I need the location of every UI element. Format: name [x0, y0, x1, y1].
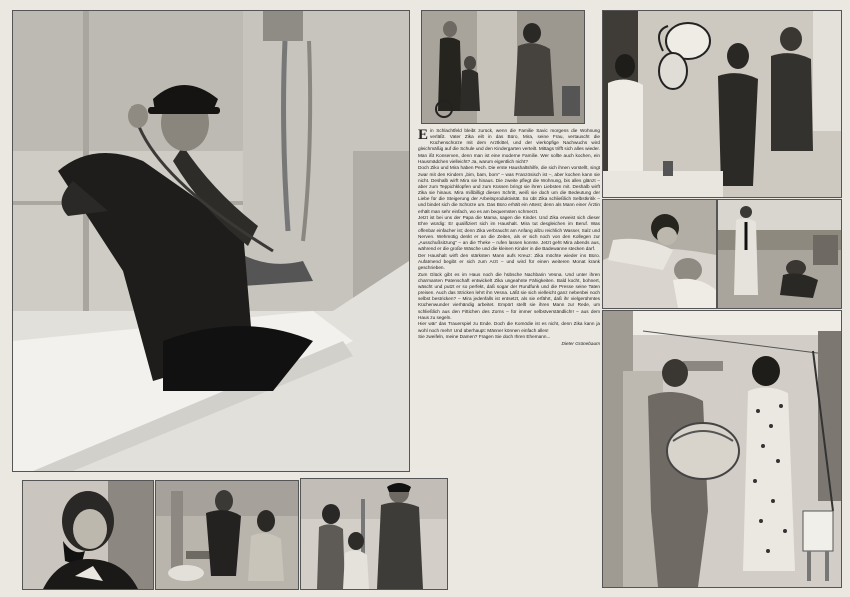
article-paragraph-1: Ein Schlachtfeld bleibt zurück, wenn die Familie Savic morgens die Wohnung verläßt. Vater Zika eilt in das Büro, Mira, seine Frau, vertauscht die Küchenschürze mit dem Arztkittel, und der vierköpfige Nachwuchs wird gleichmäßig auf die Schule und den Kindergarten verteilt. Mittags trifft sich alles wieder. Man ißt Konserven, denn man ist eine moderne Familie. Wer sollte auch kochen, ein Hausmädchen vielleicht? Ja, warum eigentlich nicht?	[418, 128, 600, 164]
photo-woman-telephone	[22, 480, 154, 590]
photo-kitchen-argument	[602, 10, 842, 198]
photo-couple-lying	[602, 199, 717, 309]
article-paragraph-5: Zum Glück gibt es im Haus noch die hübsche Nachbarin Vesna. Und unter ihren charmanten Patenschaft entwickelt Zika ungeahnte Fähigkeiten. Bald kocht, bohnert, wäscht und putzt er so perfekt, daß sogar der Rundfunk und die Presse seine Taten preisen. Auch das Stricken lehrt ihn Vesna. Läßt sie sich vielleicht ganz nebenbei noch selbst bestricken? – Mira jedenfalls ist entsetzt, als sie erfährt, daß ihr vielgerühmtes Küchenwunder vierhändig arbeitet. Empört stellt sie ihren Mann zur Rede, um schließlich aus den Fittichen des Zorns – für immer selbstverständlich!! – aus dem Haus zu segeln.	[418, 271, 600, 320]
photo-outdoor-field	[717, 199, 842, 309]
article-author: Dieter Grünebaum	[561, 340, 600, 346]
photo-laundry-balcony	[602, 310, 842, 588]
article-paragraph-6: Hier wär' das Trauerspiel zu Ende. Doch die Komödie ist es nicht, denn Zika kann ja wohl noch mehr! Und überhaupt: Männer können einfach alles!	[418, 321, 600, 333]
photo-man-in-bathtub	[12, 10, 410, 472]
photo-family-doorway	[421, 10, 585, 124]
photo-dinner-scene	[155, 480, 299, 590]
article-paragraph-3: Jetzt ist bei uns der Papa die Mama, sagen die Kinder. Und Zika erweist sich dieser Ehre würdig: Er qualifiziert sich im Haushalt. Mira tut desgleichen im Beruf. Was offenbar einfacher ist; denn Zika verbraucht am Anfang allzu reichlich Wasser, Salz und Nerven. Wehmütig denkt er an die Zeiten, als er sich noch von den Kollegen zur „Ausschußsitzung“ – an die Theke – rufen lassen konnte. Jetzt geht Mira abends aus, während er die große Wäsche und die kleinen Kinder in die Badewanne stecken darf.	[418, 215, 600, 251]
article-text	[418, 128, 600, 580]
article-dropcap: E	[418, 128, 429, 143]
article-paragraph-2: Doch Ziko und Mira haben Pech. Die erste Haushaltshilfe, die sich ihnen vorstellt, singt zwar mit den Kindern „bim, bam, bom“ – was Französisch ist –, aber kochen kann sie nicht. Deshalb wirft Mira sie hinaus. Die zweite pflegt die Wohnung, bis alles glänzt – aber zum Teppichklopfen und zum Küssen bringt sie ihren Liebsten mit. Deshalb wirft Zika sie hinaus. Mira mißbilligt diesen Schritt, weiß sie doch um die Bedeutung der Liebe für die Steigerung der Arbeitsproduktivität. So übt Zika schließlich Selbstkritik – und bindet sich die Schürze um. Das Büro erhält ein Attest; denn als Mann einer Ärztin erhält man sehr einfach, wo es am bequemsten schmerzt.	[418, 165, 600, 214]
article-paragraph-7: Sie zweifeln, meine Damen? Fragen Sie doch Ihren Ehemann...	[418, 334, 551, 340]
article-paragraph-4: Der Haushalt wirft den stärksten Mann aufs Kreuz: Zika möchte wieder ins Büro. Aufatmend begibt er sich zum Arzt – und wird für einen weiteren Monat krank geschrieben.	[418, 252, 600, 270]
